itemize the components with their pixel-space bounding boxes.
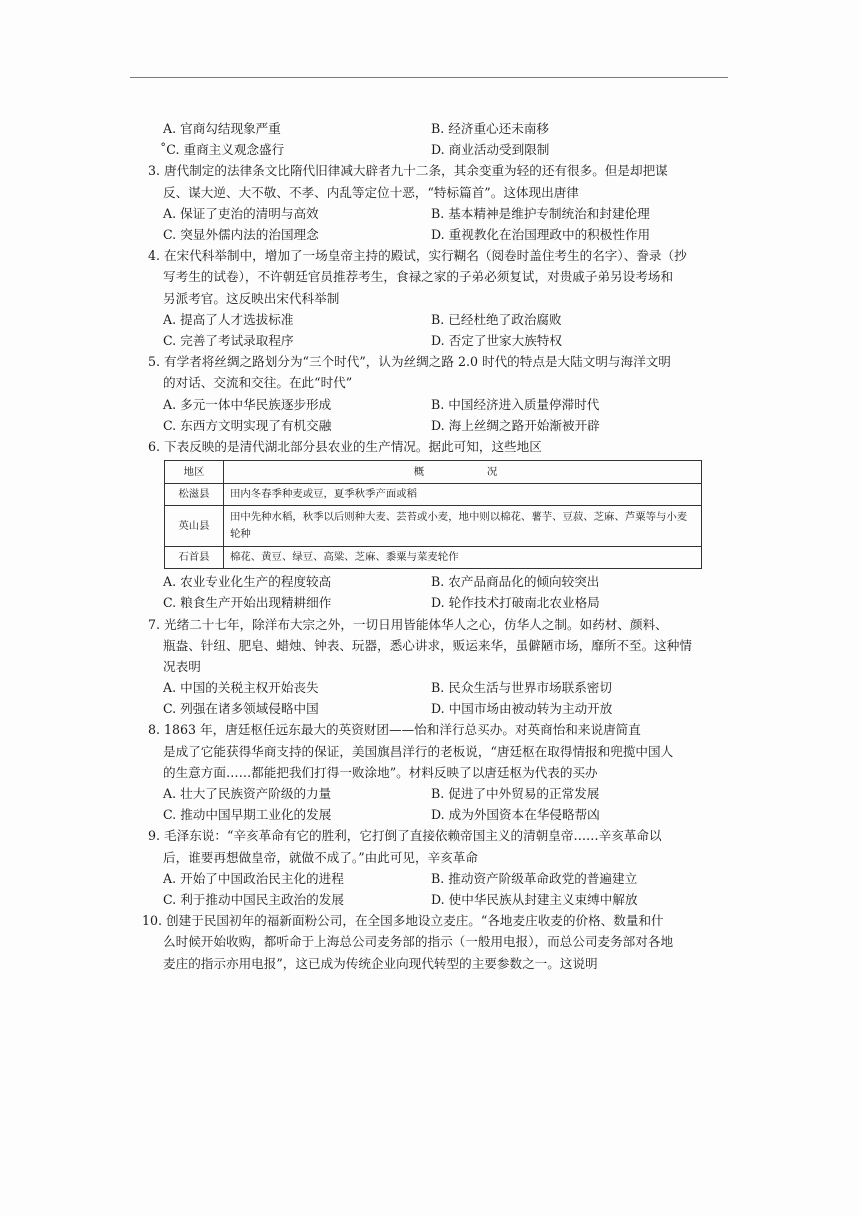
q2-options-row-2: [148, 139, 708, 160]
table-row: [165, 547, 702, 569]
q7-option-c[interactable]: C. 列强在诸多领域侵略中国: [163, 701, 319, 717]
table-cell-overview: 田内冬春季种麦或豆，夏季秋季产面或稻: [224, 484, 702, 506]
question-7-stem-line-3: 况表明: [163, 658, 201, 674]
table-cell-county: 石首县: [165, 547, 224, 569]
q3-options-row-2: [148, 224, 708, 245]
q3-option-a[interactable]: A. 保证了吏治的清明与高效: [163, 205, 319, 221]
q8-option-d[interactable]: D. 成为外国资本在华侵略帮凶: [431, 807, 600, 823]
q2-options-row-1: [148, 118, 708, 139]
question-10-stem-line-1: 10. 创建于民国初年的福新面粉公司，在全国多地设立麦庄。“各地麦庄收麦的价格、数量和什: [142, 913, 664, 929]
q4-option-d[interactable]: D. 否定了世家大族特权: [431, 332, 562, 348]
question-8-stem-line-3: 的生意方面……都能把我们打得一败涂地”。材料反映了以唐廷枢为代表的买办: [163, 764, 598, 780]
question-3-stem-line-2: 反、谋大逆、大不敬、不孝、内乱等定位十恶，“特标篇首”。这体现出唐律: [163, 184, 579, 200]
q4-options-row-1: [148, 309, 708, 330]
table-cell-county: 英山县: [165, 506, 224, 547]
agriculture-table: [164, 460, 702, 569]
question-9-stem-line-1: 9. 毛泽东说：“辛亥革命有它的胜利，它打倒了直接依赖帝国主义的清朝皇帝……辛亥革命以: [148, 828, 662, 844]
q6-option-b[interactable]: B. 农产品商品化的倾向较突出: [431, 574, 600, 590]
question-9: [148, 825, 708, 910]
question-6: [148, 436, 708, 614]
question-4-stem-line-3: 另派考官。这反映出宋代科举制: [163, 290, 340, 306]
q4-option-a[interactable]: A. 提高了人才选拔标准: [163, 311, 294, 327]
question-7-stem-line-1: 7. 光绪二十七年，除洋布大宗之外，一切日用皆能体华人之心，仿华人之制。如药材、颜料、: [148, 616, 668, 632]
q8-options-row-2: [148, 804, 708, 825]
q3-option-d[interactable]: D. 重视教化在治国理政中的积极性作用: [431, 226, 651, 242]
q3-option-b[interactable]: B. 基本精神是维护专制统治和封建伦理: [431, 205, 650, 221]
question-6-stem-line-1: 6. 下表反映的是清代湖北部分县农业的生产情况。据此可知，这些地区: [148, 438, 542, 454]
question-10-stem-line-2: 么时候开始收购，都听命于上海总公司麦务部的指示（一般用电报），而总公司麦务部对各地: [163, 934, 674, 950]
q8-options-row-1: [148, 783, 708, 804]
q8-option-b[interactable]: B. 促进了中外贸易的正常发展: [431, 786, 600, 802]
q6-option-c[interactable]: C. 粮食生产开始出现精耕细作: [163, 595, 332, 611]
table-cell-overview: 田中先种水稻，秋季以后则种大麦、芸苔或小麦，地中则以棉花、薯芋、豆菽、芝麻、芦粟等与小麦轮种: [224, 506, 702, 547]
q7-options-row-2: [148, 698, 708, 719]
question-10: [142, 910, 708, 974]
header-rule: [130, 77, 728, 78]
q6-options-row-2: [148, 592, 708, 613]
q2-option-d[interactable]: D. 商业活动受到限制: [431, 142, 550, 158]
q6-option-a[interactable]: A. 农业专业化生产的程度较高: [163, 574, 332, 590]
question-4-stem-line-2: 写考生的试卷），不许朝廷官员推荐考生，食禄之家的子弟必须复试，对贵戚子弟另设考场和: [163, 269, 674, 285]
question-3-stem-line-1: 3. 唐代制定的法律条文比隋代旧律减大辟者九十二条，其余变重为轻的还有很多。但是却把谋: [148, 163, 668, 179]
q5-options-row-2: [148, 415, 708, 436]
question-8-stem-line-2: 是成了它能获得华商支持的保证，美国旗昌洋行的老板说，“唐廷枢在取得情报和兜揽中国人: [163, 743, 674, 759]
table-cell-overview: 棉花、黄豆、绿豆、高粱、芝麻、黍粟与菜麦轮作: [224, 547, 702, 569]
q9-option-c[interactable]: C. 利于推动中国民主政治的发展: [163, 892, 344, 908]
question-4: [148, 245, 708, 351]
q2-option-a[interactable]: A. 官商勾结现象严重: [163, 121, 281, 136]
q5-option-a[interactable]: A. 多元一体中华民族逐步形成: [163, 396, 332, 412]
q6-options-row-1: [148, 571, 708, 592]
question-5: [148, 351, 708, 436]
table-header-overview: 概 况: [224, 461, 702, 484]
q7-options-row-1: [148, 677, 708, 698]
q7-option-b[interactable]: B. 民众生活与世界市场联系密切: [431, 680, 612, 696]
q7-option-a[interactable]: A. 中国的关税主权开始丧失: [163, 680, 319, 696]
table-row: [165, 506, 702, 547]
q8-option-a[interactable]: A. 壮大了民族资产阶级的力量: [163, 786, 332, 802]
q4-options-row-2: [148, 330, 708, 351]
q8-option-c[interactable]: C. 推动中国早期工业化的发展: [163, 807, 332, 823]
q5-option-c[interactable]: C. 东西方文明实现了有机交融: [163, 417, 332, 433]
q9-option-b[interactable]: B. 推动资产阶级革命政党的普遍建立: [431, 870, 638, 886]
question-8: [148, 719, 708, 825]
table-header-row: [165, 461, 702, 484]
question-4-stem-line-1: 4. 在宋代科举制中，增加了一场皇帝主持的殿试，实行糊名（阅卷时盖住考生的名字）、誊录（抄: [148, 248, 687, 264]
question-10-stem-line-3: 麦庄的指示亦用电报”，这已成为传统企业向现代转型的主要参数之一。这说明: [163, 955, 598, 971]
q5-options-row-1: [148, 394, 708, 415]
q9-option-a[interactable]: A. 开始了中国政治民主化的进程: [163, 870, 344, 886]
question-7: [148, 614, 708, 720]
question-8-stem-line-1: 8. 1863 年，唐廷枢任远东最大的英资财团——怡和洋行总买办。对英商怡和来说唐简直: [148, 722, 641, 738]
q9-option-d[interactable]: D. 使中华民族从封建主义束缚中解放: [431, 892, 638, 908]
q9-options-row-1: [148, 868, 708, 889]
q5-option-d[interactable]: D. 海上丝绸之路开始渐被开辟: [431, 417, 600, 433]
q4-option-c[interactable]: C. 完善了考试录取程序: [163, 332, 294, 348]
question-9-stem-line-2: 后，谁要再想做皇帝，就做不成了。”由此可见，辛亥革命: [163, 849, 478, 865]
q4-option-b[interactable]: B. 已经杜绝了政治腐败: [431, 311, 562, 327]
q5-option-b[interactable]: B. 中国经济进入质量停滞时代: [431, 396, 600, 412]
q7-option-d[interactable]: D. 中国市场由被动转为主动开放: [431, 701, 613, 717]
question-list: [142, 118, 708, 974]
question-5-stem-line-1: 5. 有学者将丝绸之路划分为“三个时代”，认为丝绸之路 2.0 时代的特点是大陆文明与海洋文明: [148, 354, 671, 370]
q2-option-b[interactable]: B. 经济重心还未南移: [431, 121, 550, 136]
table-header-region: 地区: [165, 461, 224, 484]
q3-option-c[interactable]: C. 突显外儒内法的治国理念: [163, 226, 319, 242]
q6-option-d[interactable]: D. 轮作技术打破南北农业格局: [431, 595, 600, 611]
table-cell-county: 松滋县: [165, 484, 224, 506]
q3-options-row-1: [148, 203, 708, 224]
question-5-stem-line-2: 的对话、交流和交往。在此“时代”: [163, 375, 353, 391]
table-row: [165, 484, 702, 506]
question-7-stem-line-2: 瓶盎、针纽、肥皂、蜡烛、钟表、玩器，悉心讲求，贩运来华，虽僻陋市场，靡所不至。这种情: [163, 637, 692, 653]
q9-options-row-2: [148, 889, 708, 910]
q2-option-c[interactable]: ˚C. 重商主义观念盛行: [160, 142, 285, 158]
question-3: [148, 160, 708, 245]
